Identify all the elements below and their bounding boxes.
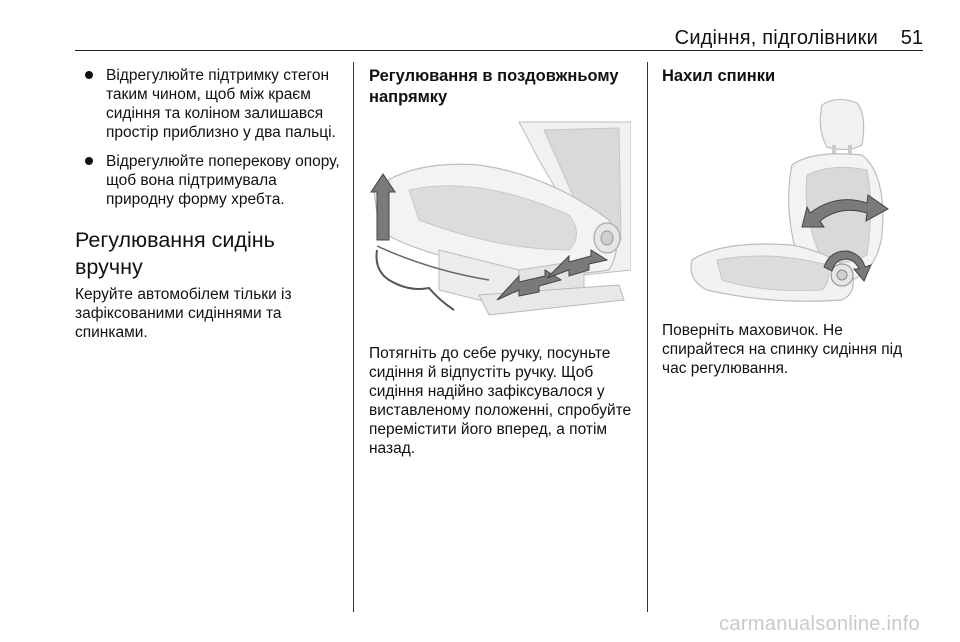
watermark: carmanualsonline.info — [719, 613, 920, 635]
bullet-item — [75, 66, 347, 142]
header-rule — [75, 50, 923, 51]
section-paragraph: Поверніть маховичок. Не спирайтеся на спинку сидіння під час регулювання. — [662, 322, 903, 377]
column-divider-2 — [647, 62, 648, 612]
section-heading-manual-adjustment: Регулювання сидінь вручну — [75, 228, 275, 279]
page-number: 51 — [900, 27, 923, 49]
section-heading-longitudinal: Регулювання в поздовжньому напрямку — [369, 67, 619, 106]
bullet-item — [75, 152, 347, 209]
bullet-text: Відрегулюйте підтримку стегон таким чином, щоб між краєм сидіння та коліном залишався простір приблизно у два пальці. — [106, 67, 336, 141]
section-paragraph: Потягніть до себе ручку, посуньте сидіння й відпустіть ручку. Щоб сидіння надійно зафіксувалося у виставленому положенні, спробуйте перемістити його вперед, а потім назад. — [369, 345, 632, 457]
bullet-dot-icon — [85, 157, 93, 165]
column-1 — [75, 66, 347, 342]
column-3 — [662, 66, 924, 378]
column-divider-1 — [353, 62, 354, 612]
section-heading-backrest-recline: Нахил спинки — [662, 67, 776, 85]
bullet-text: Відрегулюйте поперекову опору, щоб вона підтримувала природну форму хребта. — [106, 153, 340, 208]
section-paragraph: Керуйте автомобілем тільки із зафіксованими сидіннями та спинками. — [75, 286, 292, 341]
page-header-title: Сидіння, підголівники — [674, 27, 878, 49]
seat-longitudinal-adjustment-illustration-icon — [369, 120, 631, 330]
column-2 — [369, 66, 637, 458]
bullet-list — [75, 66, 347, 209]
bullet-dot-icon — [85, 71, 93, 79]
seat-backrest-recline-illustration-icon — [662, 95, 924, 307]
